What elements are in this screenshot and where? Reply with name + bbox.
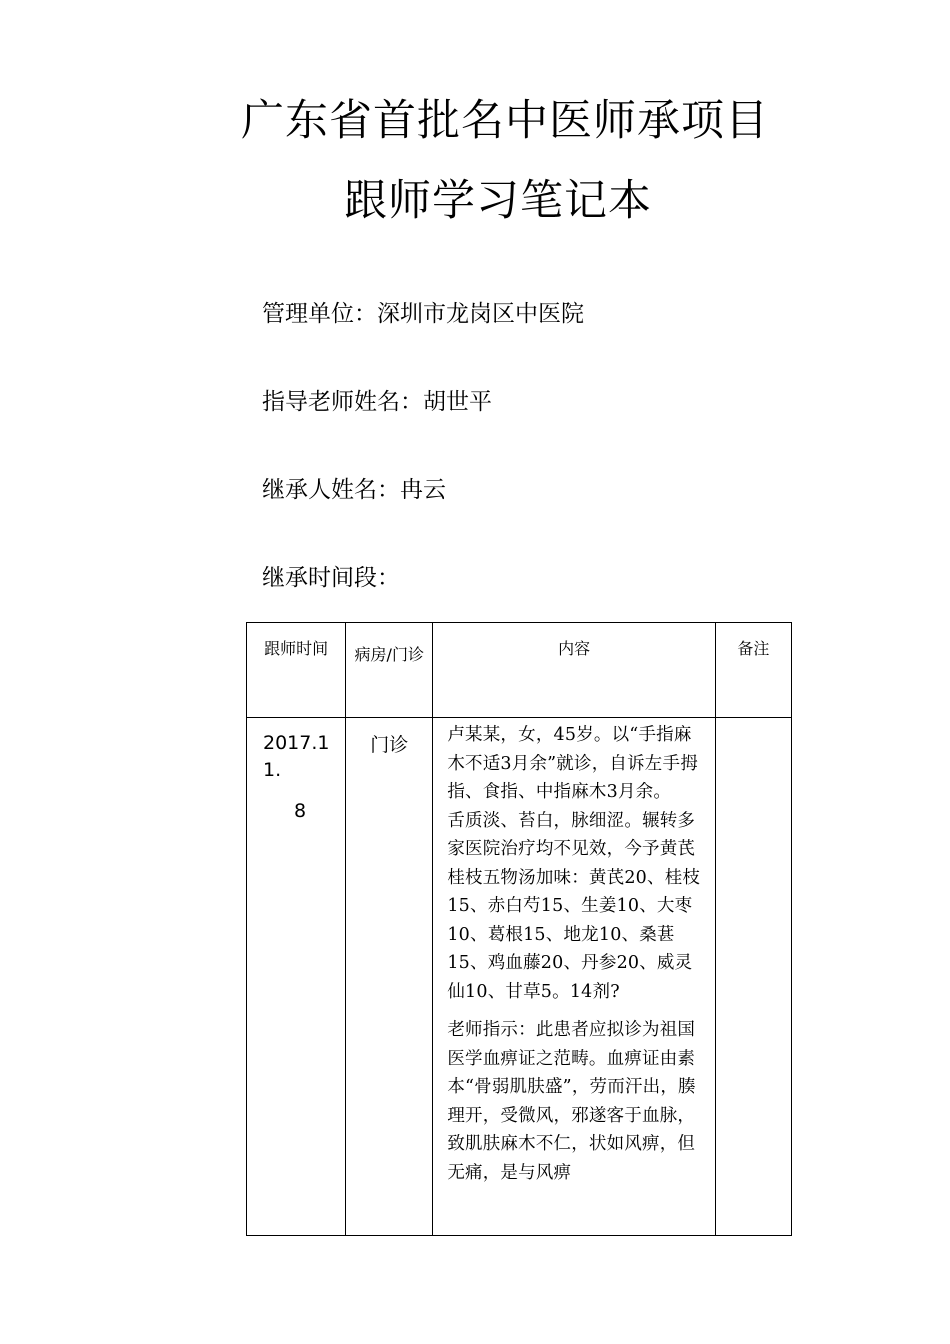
teacher-name: 指导老师姓名：胡世平 [262, 389, 492, 415]
row-time [247, 718, 346, 1236]
inheritance-period: 继承时间段： [262, 565, 400, 591]
row-note [715, 718, 791, 1236]
management-unit: 管理单位：深圳市龙岗区中医院 [262, 301, 584, 327]
document-title-line-1: 广东省首批名中医师承项目 [241, 96, 769, 146]
header-time: 跟师时间 [247, 623, 346, 718]
table-row [247, 718, 792, 1236]
header-note: 备注 [715, 623, 791, 718]
content-case: 卢某某，女，45岁。以“手指麻木不适3月余”就诊，自诉左手拇指、食指、中指麻木3月余。 [447, 725, 698, 802]
content-exam: 舌质淡、苔白，脉细涩。辗转多家医院治疗均不见效，今予黄芪桂枝五物汤加味：黄芪20、桂枝15、赤白芍15、生姜10、大枣10、葛根15、地龙10、桑葚15、鸡血藤20、丹参20、威灵仙10、甘草5。14剂? [447, 810, 701, 1002]
row-time-day: 8 [294, 800, 307, 822]
study-notes-table [246, 622, 792, 1236]
content-instruction: 老师指示：此患者应拟诊为祖国医学血痹证之范畴。血痹证由素本“骨弱肌肤盛”，劳而汗出，腠理开，受微风，邪遂客于血脉，致肌肤麻木不仁，状如风痹，但无痛，是与风痹 [447, 1020, 696, 1183]
header-content: 内容 [433, 623, 716, 718]
header-place: 病房/门诊 [346, 623, 433, 718]
document-title-line-2: 跟师学习笔记本 [344, 176, 652, 226]
table-header-row [247, 623, 792, 718]
student-name: 继承人姓名：冉云 [262, 477, 446, 503]
row-place: 门诊 [346, 718, 433, 1236]
row-content [433, 718, 716, 1236]
row-time-date: 2017.11. [263, 732, 330, 781]
